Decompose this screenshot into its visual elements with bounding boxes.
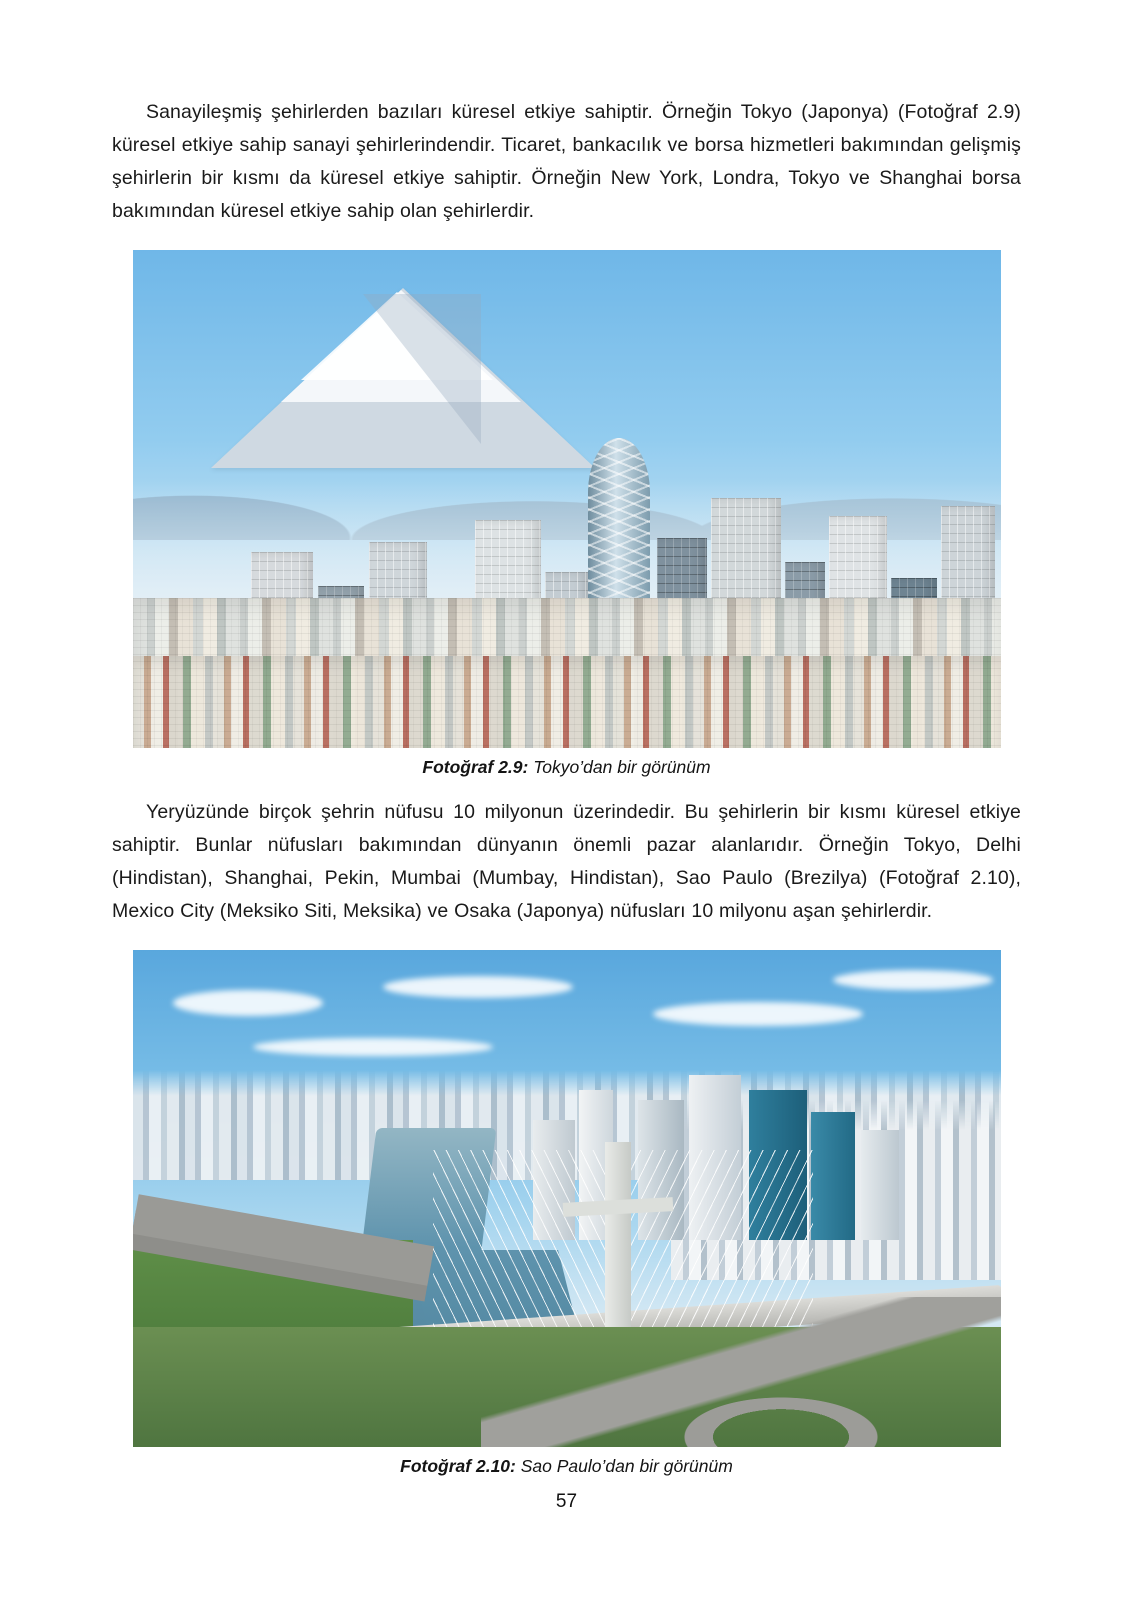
- window-grid-overlay: [133, 598, 1001, 748]
- figure-sao-paulo-label: Fotoğraf 2.10:: [400, 1456, 516, 1476]
- highway-interchange: [481, 1297, 1001, 1447]
- cloud: [833, 970, 993, 990]
- figure-tokyo-caption: [112, 757, 1021, 778]
- cloud: [383, 976, 573, 998]
- figure-sao-paulo-caption-text: Sao Paulo’dan bir görünüm: [515, 1456, 733, 1476]
- paragraph-2: Yeryüzünde birçok şehrin nüfusu 10 milyonun üzerindedir. Bu şehirlerin bir kısmı küresel etkiye sahiptir. Bunlar nüfusları bakımından dünyanın önemli pazar alanlarıdır. Örneğin Tokyo, Delhi (Hindistan), Shanghai, Pekin, Mumbai (Mumbay, Hindistan), Sao Paulo (Brezilya) (Fotoğraf 2.10), Mexico City (Meksiko Siti, Meksika) ve Osaka (Japonya) nüfusları 10 milyonu aşan şehirlerdir.: [112, 801, 1021, 922]
- paragraph-1: Sanayileşmiş şehirlerden bazıları küresel etkiye sahiptir. Örneğin Tokyo (Japonya) (Fotoğraf 2.9) küresel etkiye sahip sanayi şehirlerindendir. Ticaret, bankacılık ve borsa hizmetleri bakımından gelişmiş şehirlerin bir kısmı da küresel etkiye sahiptir. Örneğin New York, Londra, Tokyo ve Shanghai borsa bakımından küresel etkiye sahip olan şehirlerdir.: [112, 101, 1021, 222]
- tokyo-photo-art: [133, 250, 1001, 748]
- figure-sao-paulo: [112, 950, 1021, 1477]
- figure-tokyo-label: Fotoğraf 2.9:: [422, 757, 529, 777]
- figure-tokyo: [112, 250, 1021, 778]
- tokyo-skyline: [133, 388, 1001, 748]
- cloud: [653, 1002, 863, 1026]
- figure-sao-paulo-image: [133, 950, 1001, 1447]
- figure-tokyo-caption-text: Tokyo’dan bir görünüm: [528, 757, 711, 777]
- cloud: [173, 990, 323, 1016]
- figure-tokyo-image: [133, 250, 1001, 748]
- cloud: [253, 1038, 493, 1056]
- sao-paulo-photo-art: [133, 950, 1001, 1447]
- page-number: 57: [555, 1491, 578, 1512]
- tower: [861, 1130, 899, 1240]
- figure-sao-paulo-caption: [112, 1456, 1021, 1477]
- glass-tower: [811, 1112, 855, 1240]
